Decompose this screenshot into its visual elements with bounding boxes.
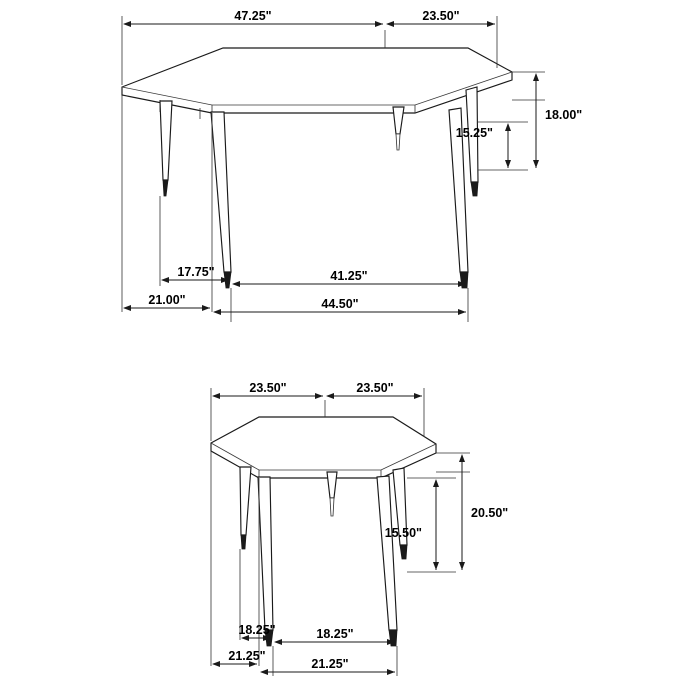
dim-t2-depth-top: 21.25" (228, 649, 266, 663)
dim-t1-top-left: 47.25" (234, 9, 272, 23)
dim-t2-height-apron: 15.50" (384, 526, 422, 540)
dim-t1-depth-top: 21.00" (148, 293, 186, 307)
dim-t1-width-top: 44.50" (321, 297, 359, 311)
dim-t1-height-overall: 18.00" (545, 108, 583, 122)
dim-t2-top-right: 23.50" (356, 381, 394, 395)
dim-t2-depth-feet: 18.25" (238, 623, 276, 637)
dim-t1-height-apron: 15.25" (455, 126, 493, 140)
dim-t2-top-left: 23.50" (249, 381, 287, 395)
dim-t2-height-overall: 20.50" (471, 506, 509, 520)
dim-t2-width-feet: 18.25" (316, 627, 354, 641)
end-table-drawing (211, 381, 508, 676)
dim-t2-width-top: 21.25" (311, 657, 349, 671)
dim-t1-top-right: 23.50" (422, 9, 460, 23)
dining-table-drawing (122, 9, 582, 322)
dim-t1-depth-feet: 17.75" (177, 265, 215, 279)
dim-t1-width-feet: 41.25" (330, 269, 368, 283)
